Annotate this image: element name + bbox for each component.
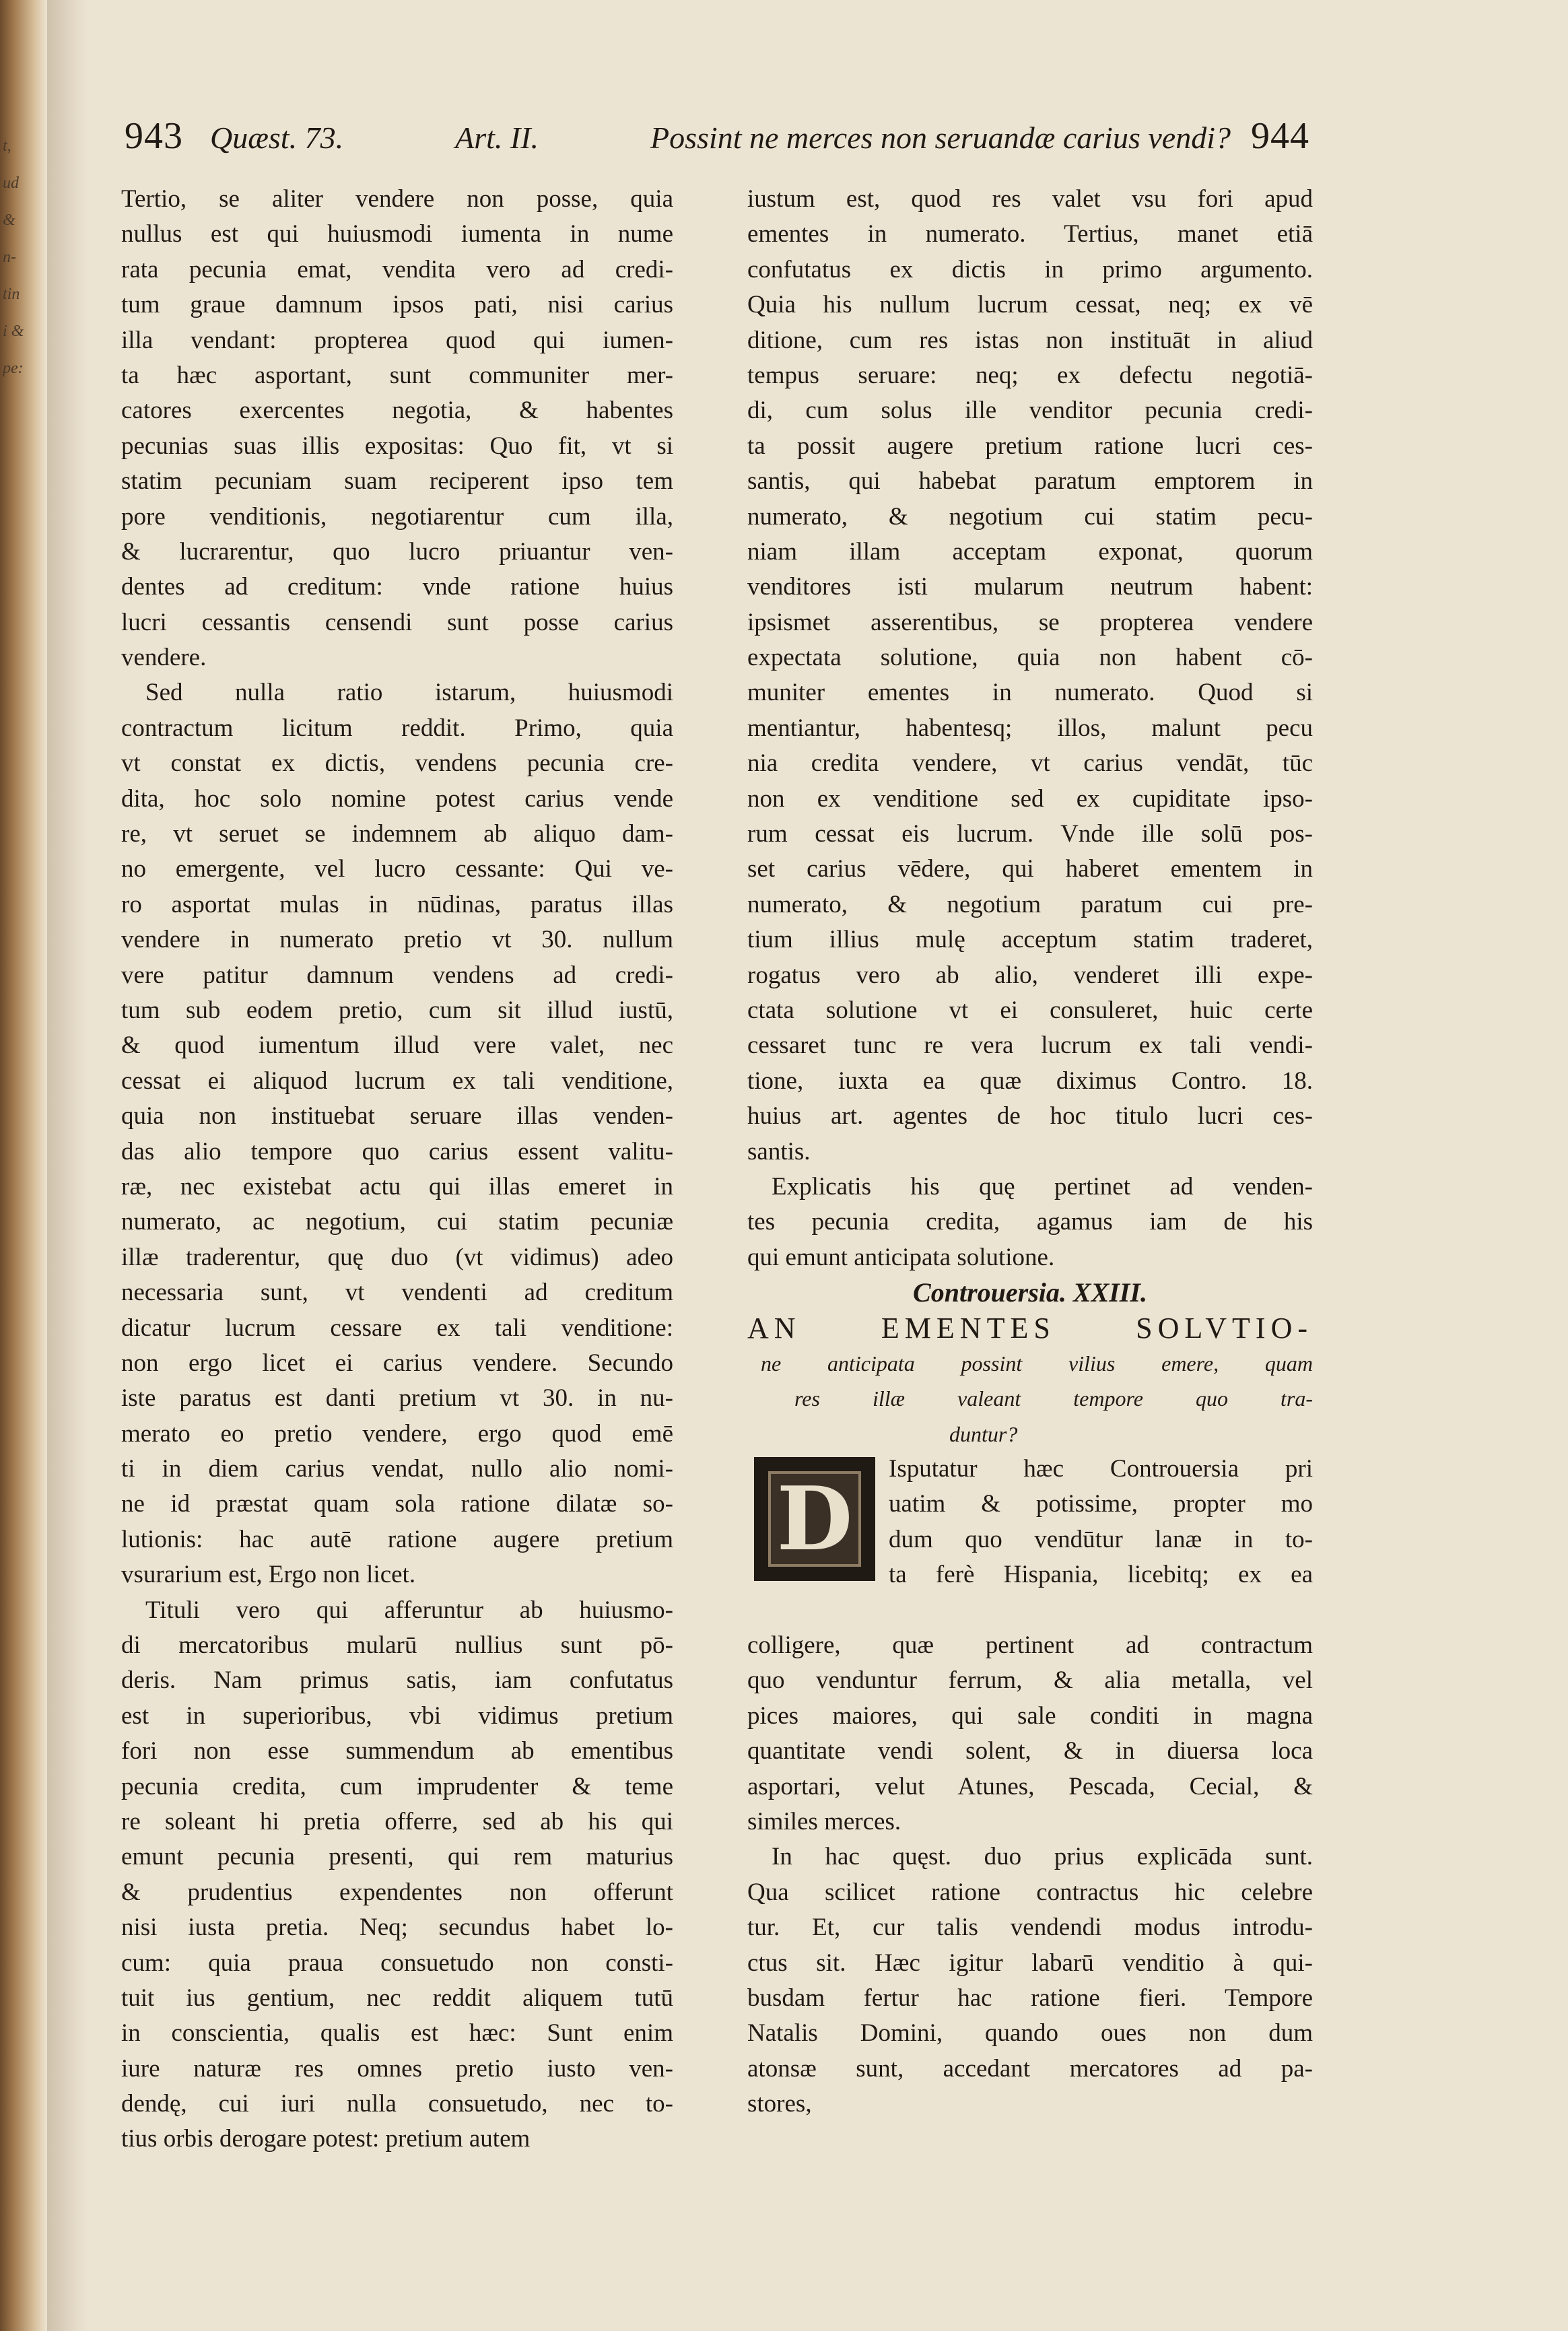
question-heading-line: duntur? <box>949 1421 1018 1446</box>
text-line: fori non esse summendum ab ementibus <box>121 1737 673 1765</box>
text-line: tes pecunia credita, agamus iam de his <box>747 1208 1313 1236</box>
text-line: iustum est, quod res valet vsu fori apud <box>747 185 1313 213</box>
text-line: mentiantur, habentesq; illos, malunt pecu <box>747 714 1313 742</box>
text-line: pecunia credita, cum imprudenter & teme <box>121 1772 673 1800</box>
text-line: dicatur lucrum cessare ex tali venditione: <box>121 1314 673 1342</box>
drop-cap-lines <box>889 1452 1313 1593</box>
text-line: muniter ementes in numerato. Quod si <box>747 679 1313 707</box>
quaestio-label: Quæst. 73. <box>210 121 344 155</box>
text-line: quo venduntur ferrum, & alia metalla, vel <box>747 1666 1313 1695</box>
text-line: est in superioribus, vbi vidimus pretium <box>121 1701 673 1730</box>
text-line: statim pecuniam suam reciperent ipso tem <box>121 467 673 496</box>
text-line: uatim & potissime, propter mo <box>889 1490 1313 1518</box>
text-line: deris. Nam primus satis, iam confutatus <box>121 1666 673 1695</box>
text-line: venditores isti mularum neutrum habent: <box>747 573 1313 601</box>
text-line: cessat ei aliquod lucrum ex tali venditione, <box>121 1067 673 1095</box>
gutter-shadow <box>47 0 88 2331</box>
drop-cap-paragraph <box>747 1452 1313 1628</box>
text-line: catores exercentes negotia, & habentes <box>121 397 673 425</box>
text-line: Tituli vero qui afferuntur ab huiusmo- <box>145 1596 673 1624</box>
text-line: ro asportat mulas in nūdinas, paratus illas <box>121 890 673 918</box>
running-head-title <box>183 120 1251 156</box>
text-line: ræ, nec existebat actu qui illas emeret in <box>121 1172 673 1201</box>
text-line: in conscientia, qualis est hæc: Sunt enim <box>121 2019 673 2048</box>
text-line: ctus sit. Hæc igitur labarū venditio à qui- <box>747 1949 1313 1977</box>
text-line: nullus est qui huiusmodi iumenta in nume <box>121 220 673 248</box>
question-heading-caps: AN EMENTES SOLVTIO- <box>747 1311 1313 1345</box>
text-line: vendere in numerato pretio vt 30. nullum <box>121 926 673 954</box>
text-line: lutionis: hac autē ratione augere pretium <box>121 1525 673 1553</box>
text-line: qui emunt anticipata solutione. <box>747 1243 1055 1271</box>
text-line: no emergente, vel lucro cessante: Qui ve- <box>121 855 673 883</box>
text-line: contractum licitum reddit. Primo, quia <box>121 714 673 742</box>
text-line: confutatus ex dictis in primo argumento. <box>747 255 1313 283</box>
text-line: & lucrarentur, quo lucro priuantur ven- <box>121 537 673 566</box>
text-line: ta possit augere pretium ratione lucri ces- <box>747 432 1313 460</box>
text-line: numerato, & negotium cui statim pecu- <box>747 502 1313 531</box>
text-line: & prudentius expendentes non offerunt <box>121 1878 673 1906</box>
text-line: atonsæ sunt, accedant mercatores ad pa- <box>747 2054 1313 2083</box>
text-line: Natalis Domini, quando oues non dum <box>747 2019 1313 2048</box>
text-line: tur. Et, cur talis vendendi modus introdu- <box>747 1914 1313 1942</box>
text-line: niam illam acceptam exponat, quorum <box>747 537 1313 566</box>
text-line: pore venditionis, negotiarentur cum illa, <box>121 502 673 531</box>
text-line: santis, qui habebat paratum emptorem in <box>747 467 1313 496</box>
text-line: set carius vēdere, qui haberet ementem in <box>747 855 1313 883</box>
facing-page-edge: t, ud & n- tin i & pe: <box>3 137 24 377</box>
text-line: illa vendant: propterea quod qui iumen- <box>121 326 673 354</box>
text-line: santis. <box>747 1137 811 1166</box>
text-line: asportari, velut Atunes, Pescada, Cecial, & <box>747 1772 1313 1800</box>
text-line: dendę, cui iuri nulla consuetudo, nec to- <box>121 2090 673 2118</box>
text-line: iste paratus est danti pretium vt 30. in nu- <box>121 1384 673 1413</box>
text-line: quantitate vendi solent, & in diuersa loca <box>747 1737 1313 1765</box>
text-line: & quod iumentum illud vere valet, nec <box>121 1032 673 1060</box>
text-line: rum cessat eis lucrum. Vnde ille solū pos- <box>747 820 1313 848</box>
text-line: Isputatur hæc Controuersia pri <box>889 1455 1313 1483</box>
text-line: iure naturæ res omnes pretio iusto ven- <box>121 2054 673 2083</box>
text-line: illæ traderentur, quę duo (vt vidimus) adeo <box>121 1243 673 1271</box>
text-line: vsurarium est, Ergo non licet. <box>121 1561 416 1589</box>
text-line: Tertio, se aliter vendere non posse, quia <box>121 185 673 213</box>
text-line: quia non instituebat seruare illas venden- <box>121 1102 673 1130</box>
question-heading-line: ne anticipata possint vilius emere, quam <box>761 1351 1313 1376</box>
text-line: vt constat ex dictis, vendens pecunia cre- <box>121 749 673 778</box>
text-line: di mercatoribus mularū nullius sunt pō- <box>121 1631 673 1660</box>
text-line: tempus seruare: neq; ex defectu negotiā- <box>747 361 1313 389</box>
text-line: stores, <box>747 2090 812 2118</box>
text-line: cum: quia praua consuetudo non consti- <box>121 1949 673 1977</box>
running-head <box>125 114 1309 168</box>
articulus-label: Art. II. <box>455 121 539 155</box>
text-line: pices maiores, qui sale conditi in magna <box>747 1701 1313 1730</box>
text-line: nia credita vendere, vt carius vendāt, tūc <box>747 749 1313 778</box>
text-line: Explicatis his quę pertinet ad venden- <box>772 1172 1313 1201</box>
controversy-heading: Controuersia. XXIII. <box>913 1277 1147 1308</box>
text-line: ementes in numerato. Tertius, manet etiā <box>747 220 1313 248</box>
text-line: vendere. <box>121 644 207 672</box>
text-line: necessaria sunt, vt vendenti ad creditum <box>121 1279 673 1307</box>
text-line: ipsismet asserentibus, se propterea vendere <box>747 608 1313 636</box>
text-line: tum graue damnum ipsos pati, nisi carius <box>121 291 673 319</box>
text-line: tum sub eodem pretio, cum sit illud iustū, <box>121 996 673 1024</box>
text-line: Qua scilicet ratione contractus hic celebre <box>747 1878 1313 1906</box>
drop-cap-initial <box>754 1457 875 1581</box>
text-line: expectata solutione, quia non habent cō- <box>747 644 1313 672</box>
right-column-bottom-text <box>747 1628 1313 2122</box>
text-line: ta hæc asportant, sunt communiter mer- <box>121 361 673 389</box>
text-line: dita, hoc solo nomine potest carius vende <box>121 784 673 813</box>
text-line: Sed nulla ratio istarum, huiusmodi <box>145 679 673 707</box>
right-page-number: 944 <box>1251 115 1309 157</box>
text-line: cessaret tunc re vera lucrum ex tali vendi- <box>747 1032 1313 1060</box>
text-line: dentes ad creditum: vnde ratione huius <box>121 573 673 601</box>
text-line: tium illius mulę acceptum statim traderet, <box>747 926 1313 954</box>
text-line: huius art. agentes de hoc titulo lucri ces- <box>747 1102 1313 1130</box>
text-line: busdam fertur hac ratione fieri. Tempore <box>747 1984 1313 2012</box>
text-line: rogatus vero ab alio, venderet illi expe- <box>747 961 1313 989</box>
text-line: tione, iuxta ea quæ diximus Contro. 18. <box>747 1067 1313 1095</box>
text-line: merato eo pretio vendere, ergo quod emē <box>121 1419 673 1448</box>
right-column-top-text <box>747 182 1313 1275</box>
text-line: lucri cessantis censendi sunt posse carius <box>121 608 673 636</box>
text-line: emunt pecunia presenti, qui rem maturius <box>121 1843 673 1871</box>
right-column <box>747 182 1313 2122</box>
text-line: numerato, & negotium paratum cui pre- <box>747 890 1313 918</box>
text-line: re soleant hi pretia offerre, sed ab his qui <box>121 1807 673 1835</box>
text-line: pecunias suas illis expositas: Quo fit, vt si <box>121 432 673 460</box>
left-page-number: 943 <box>125 115 183 157</box>
left-column <box>121 182 673 2157</box>
text-line: nisi iusta pretia. Neq; secundus habet lo- <box>121 1914 673 1942</box>
text-line: ti in diem carius vendat, nullo alio nomi- <box>121 1455 673 1483</box>
text-line: colligere, quæ pertinent ad contractum <box>747 1631 1313 1660</box>
text-line: vere patitur damnum vendens ad credi- <box>121 961 673 989</box>
text-line: ditione, cum res istas non instituāt in aliud <box>747 326 1313 354</box>
section-title: Possint ne merces non seruandæ carius vendi? <box>650 121 1231 155</box>
text-line: di, cum solus ille venditor pecunia credi- <box>747 397 1313 425</box>
text-line: Quia his nullum lucrum cessat, neq; ex vē <box>747 291 1313 319</box>
text-line: similes merces. <box>747 1808 901 1836</box>
question-heading-line: res illæ valeant tempore quo tra- <box>794 1386 1313 1411</box>
text-line: re, vt seruet se indemnem ab aliquo dam- <box>121 820 673 848</box>
text-line: tius orbis derogare potest: pretium autem <box>121 2125 531 2153</box>
text-line: rata pecunia emat, vendita vero ad credi- <box>121 255 673 283</box>
text-line: In hac quęst. duo prius explicāda sunt. <box>772 1843 1313 1871</box>
text-line: das alio tempore quo carius essent valitu- <box>121 1137 673 1166</box>
text-line: non ergo licet ei carius vendere. Secundo <box>121 1349 673 1377</box>
text-line: numerato, ac negotium, cui statim pecuniæ <box>121 1208 673 1236</box>
drop-cap-letter: D <box>764 1467 865 1571</box>
text-line: ta ferè Hispania, licebitq; ex ea <box>889 1561 1313 1589</box>
text-line: non ex venditione sed ex cupiditate ipso- <box>747 784 1313 813</box>
text-line: dum quo vendūtur lanæ in to- <box>889 1525 1313 1553</box>
text-line: ctata solutione vt ei consuleret, huic certe <box>747 996 1313 1024</box>
text-line: tuit ius gentium, nec reddit aliquem tutū <box>121 1984 673 2012</box>
text-line: ne id præstat quam sola ratione dilatæ so- <box>121 1490 673 1518</box>
